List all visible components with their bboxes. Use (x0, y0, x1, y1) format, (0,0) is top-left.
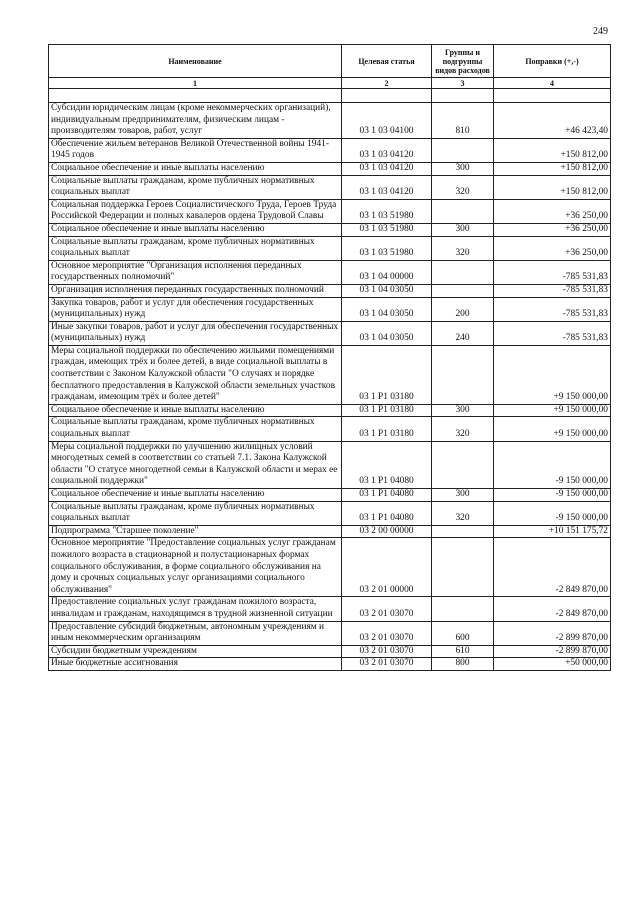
row-code: 03 1 03 51980 (342, 236, 432, 260)
row-amount: +36 250,00 (494, 236, 611, 260)
row-code: 03 2 01 03070 (342, 597, 432, 621)
row-code: 03 1 P1 04080 (342, 489, 432, 502)
table-row (49, 297, 611, 321)
row-code: 03 1 P1 04080 (342, 501, 432, 525)
row-code: 03 1 04 03050 (342, 284, 432, 297)
spacer-cell (342, 89, 432, 103)
row-name: Основное мероприятие "Организация исполнения переданных государственных полномочий" (49, 260, 342, 284)
column-number-row (49, 78, 611, 89)
column-number: 2 (342, 78, 432, 89)
row-amount: -785 531,83 (494, 260, 611, 284)
row-group (432, 525, 494, 538)
row-group: 810 (432, 103, 494, 139)
row-amount: -785 531,83 (494, 297, 611, 321)
row-code: 03 1 04 03050 (342, 297, 432, 321)
table-row (49, 645, 611, 658)
row-code: 03 2 01 03070 (342, 645, 432, 658)
row-group: 240 (432, 321, 494, 345)
column-number: 4 (494, 78, 611, 89)
row-code: 03 1 03 04120 (342, 175, 432, 199)
row-group (432, 441, 494, 488)
row-group (432, 345, 494, 404)
row-group: 300 (432, 404, 494, 417)
row-name: Социальное обеспечение и иные выплаты населению (49, 404, 342, 417)
row-code: 03 2 00 00000 (342, 525, 432, 538)
table-row (49, 138, 611, 162)
row-name: Иные бюджетные ассигнования (49, 658, 342, 671)
row-code: 03 1 03 51980 (342, 223, 432, 236)
header-row (49, 45, 611, 78)
table-row (49, 175, 611, 199)
table-row (49, 538, 611, 597)
row-code: 03 2 01 00000 (342, 538, 432, 597)
row-name: Социальное обеспечение и иные выплаты населению (49, 162, 342, 175)
row-code: 03 1 03 51980 (342, 199, 432, 223)
row-amount: +50 000,00 (494, 658, 611, 671)
row-name: Социальные выплаты гражданам, кроме публичных нормативных социальных выплат (49, 236, 342, 260)
row-name: Меры социальной поддержки по обеспечению жильими помещениями граждан, имеющих трёх и более детей, в виде социальной выплаты в соответствии с Законом Калужской области "О случаях и порядке бесплатного предоставления в Калужской области земельных участков гражданам, имеющим трёх и более детей" (49, 345, 342, 404)
row-amount: -2 849 870,00 (494, 597, 611, 621)
row-group: 610 (432, 645, 494, 658)
row-group: 320 (432, 175, 494, 199)
row-name: Закупка товаров, работ и услуг для обеспечения государственных (муниципальных) нужд (49, 297, 342, 321)
row-amount: +10 151 175,72 (494, 525, 611, 538)
row-group (432, 138, 494, 162)
row-name: Подпрограмма "Старшее поколение" (49, 525, 342, 538)
row-code: 03 1 P1 03180 (342, 345, 432, 404)
table-row (49, 658, 611, 671)
table-row (49, 162, 611, 175)
budget-amendments-table (48, 44, 611, 671)
header-name: Наименование (49, 45, 342, 78)
row-amount: +9 150 000,00 (494, 417, 611, 441)
row-group: 300 (432, 223, 494, 236)
row-amount: +9 150 000,00 (494, 345, 611, 404)
column-number: 3 (432, 78, 494, 89)
row-group (432, 538, 494, 597)
row-amount: +9 150 000,00 (494, 404, 611, 417)
row-group: 800 (432, 658, 494, 671)
row-code: 03 1 04 00000 (342, 260, 432, 284)
spacer-row (49, 89, 611, 103)
table-row (49, 621, 611, 645)
column-number: 1 (49, 78, 342, 89)
header-expense-groups: Группы и подгруппы видов расходов (432, 45, 494, 78)
table-row (49, 199, 611, 223)
row-amount: +36 250,00 (494, 199, 611, 223)
row-group: 320 (432, 236, 494, 260)
row-group (432, 260, 494, 284)
table-row (49, 284, 611, 297)
row-name: Социальные выплаты гражданам, кроме публичных нормативных социальных выплат (49, 175, 342, 199)
row-group: 320 (432, 501, 494, 525)
row-name: Субсидии бюджетным учреждениям (49, 645, 342, 658)
table-row (49, 321, 611, 345)
header-target-article: Целевая статья (342, 45, 432, 78)
row-name: Социальные выплаты гражданам, кроме публичных нормативных социальных выплат (49, 417, 342, 441)
row-group: 320 (432, 417, 494, 441)
row-code: 03 1 P1 03180 (342, 417, 432, 441)
row-amount: +150 812,00 (494, 162, 611, 175)
row-group: 200 (432, 297, 494, 321)
row-name: Социальные выплаты гражданам, кроме публичных нормативных социальных выплат (49, 501, 342, 525)
row-name: Меры социальной поддержки по улучшению жилищных условий многодетных семей в соответствии со статьей 7.1. Закона Калужской области "О статусе многодетной семьи в Калужской области и мерах ее социальной поддержки" (49, 441, 342, 488)
row-code: 03 1 03 04120 (342, 162, 432, 175)
spacer-cell (494, 89, 611, 103)
row-code: 03 1 04 03050 (342, 321, 432, 345)
row-name: Предоставление субсидий бюджетным, автономным учреждениям и иным некоммерческим организациям (49, 621, 342, 645)
row-group: 300 (432, 489, 494, 502)
row-name: Организация исполнения переданных государственных полномочий (49, 284, 342, 297)
row-group (432, 199, 494, 223)
row-name: Иные закупки товаров, работ и услуг для обеспечения государственных (муниципальных) нужд (49, 321, 342, 345)
spacer-cell (432, 89, 494, 103)
row-name: Социальная поддержка Героев Социалистического Труда, Героев Труда Российской Федерации и полных кавалеров ордена Трудовой Славы (49, 199, 342, 223)
row-code: 03 1 P1 04080 (342, 441, 432, 488)
table-row (49, 417, 611, 441)
table-row (49, 597, 611, 621)
row-group (432, 597, 494, 621)
row-amount: -9 150 000,00 (494, 501, 611, 525)
row-code: 03 2 01 03070 (342, 658, 432, 671)
table-row (49, 236, 611, 260)
row-code: 03 1 03 04100 (342, 103, 432, 139)
row-group (432, 284, 494, 297)
page-number: 249 (593, 26, 608, 37)
row-name: Основное мероприятие "Предоставление социальных услуг гражданам пожилого возраста в стационарной и полустационарных формах социального обслуживания, в форме социального обслуживания на дому и срочных социальных услуг организациями социального обслуживания" (49, 538, 342, 597)
row-code: 03 1 03 04120 (342, 138, 432, 162)
row-code: 03 1 P1 03180 (342, 404, 432, 417)
table-row (49, 103, 611, 139)
row-amount: -9 150 000,00 (494, 441, 611, 488)
row-amount: +46 423,40 (494, 103, 611, 139)
row-amount: -9 150 000,00 (494, 489, 611, 502)
table-row (49, 501, 611, 525)
row-amount: -785 531,83 (494, 321, 611, 345)
row-name: Социальное обеспечение и иные выплаты населению (49, 223, 342, 236)
table-row (49, 345, 611, 404)
row-amount: +36 250,00 (494, 223, 611, 236)
row-name: Социальное обеспечение и иные выплаты населению (49, 489, 342, 502)
spacer-cell (49, 89, 342, 103)
row-amount: -2 899 870,00 (494, 645, 611, 658)
row-amount: -785 531,83 (494, 284, 611, 297)
table-row (49, 525, 611, 538)
header-amendments: Поправки (+,-) (494, 45, 611, 78)
row-amount: -2 899 870,00 (494, 621, 611, 645)
row-code: 03 2 01 03070 (342, 621, 432, 645)
row-name: Предоставление социальных услуг гражданам пожилого возраста, инвалидам и гражданам, находящимся в трудной жизненной ситуации (49, 597, 342, 621)
table-row (49, 404, 611, 417)
row-amount: +150 812,00 (494, 138, 611, 162)
row-group: 600 (432, 621, 494, 645)
table-row (49, 441, 611, 488)
row-name: Субсидии юридическим лицам (кроме некоммерческих организаций), индивидуальным предпринимателям, физическим лицам - производителям товаров, работ, услуг (49, 103, 342, 139)
table-row (49, 489, 611, 502)
table-row (49, 260, 611, 284)
table-row (49, 223, 611, 236)
row-amount: +150 812,00 (494, 175, 611, 199)
row-amount: -2 849 870,00 (494, 538, 611, 597)
row-group: 300 (432, 162, 494, 175)
row-name: Обеспечение жильем ветеранов Великой Отечественной войны 1941-1945 годов (49, 138, 342, 162)
